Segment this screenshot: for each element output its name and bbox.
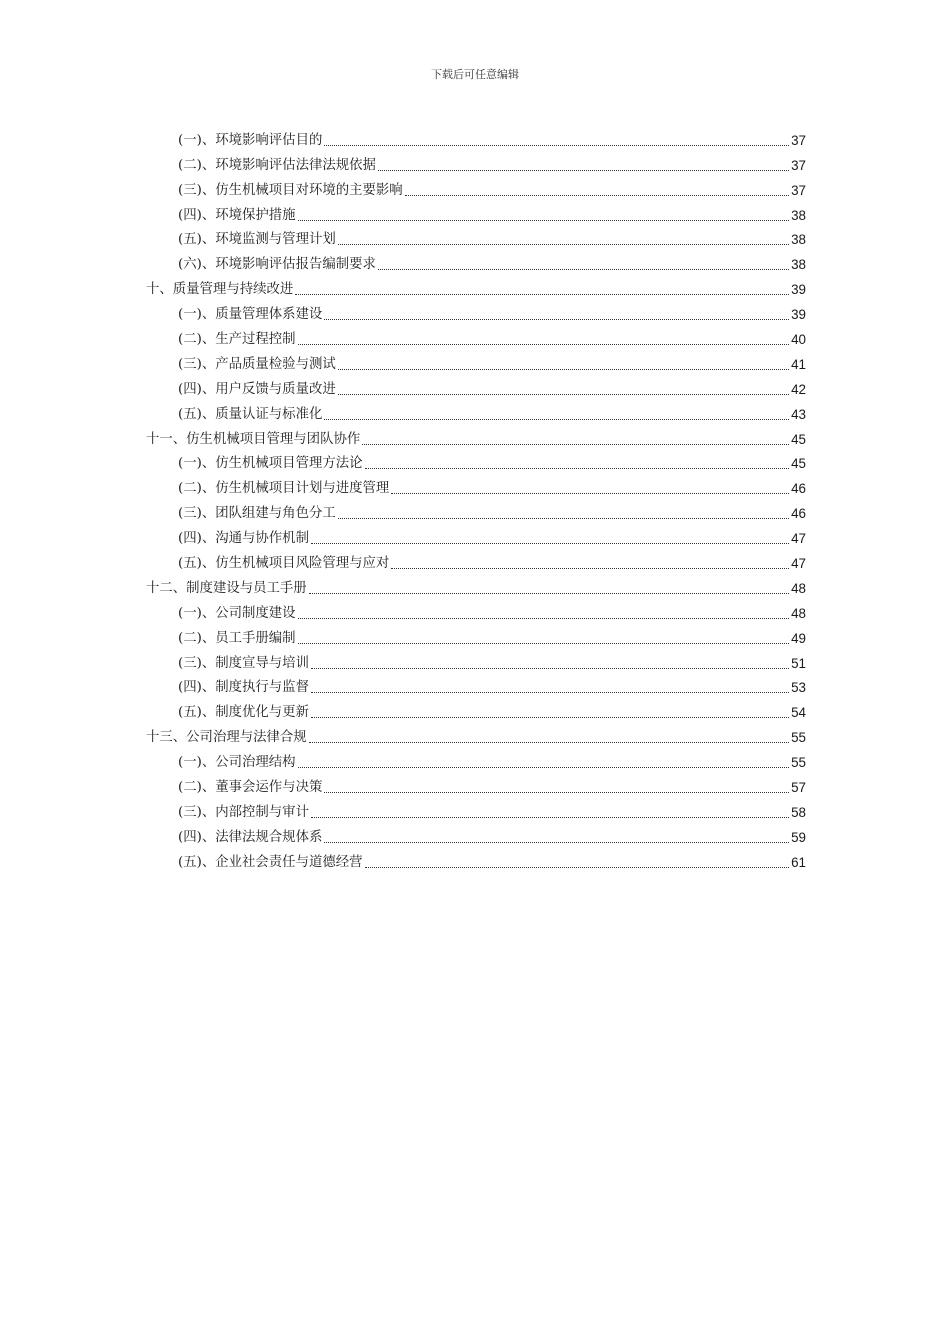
toc-dot-leader — [309, 742, 789, 743]
toc-entry-label: (四)、法律法规合规体系 — [178, 829, 323, 845]
toc-dot-leader — [298, 643, 790, 644]
toc-section-entry[interactable] — [146, 175, 806, 200]
toc-dot-leader — [338, 394, 789, 395]
toc-entry-label: (一)、质量管理体系建设 — [178, 307, 323, 323]
toc-dot-leader — [378, 170, 789, 171]
toc-entry-label: 十二、制度建设与员工手册 — [146, 580, 307, 596]
toc-section-entry[interactable] — [146, 822, 806, 847]
toc-section-entry[interactable] — [146, 225, 806, 250]
toc-dot-leader — [295, 294, 789, 295]
toc-entry-label: (三)、制度宣导与培训 — [178, 655, 309, 671]
table-of-contents — [146, 125, 806, 872]
toc-dot-leader — [338, 369, 789, 370]
toc-page-number: 46 — [791, 506, 806, 522]
toc-section-entry[interactable] — [146, 324, 806, 349]
toc-section-entry[interactable] — [146, 399, 806, 424]
toc-page-number: 54 — [791, 705, 806, 721]
toc-dot-leader — [324, 319, 789, 320]
toc-entry-label: (二)、员工手册编制 — [178, 630, 296, 646]
toc-page-number: 39 — [791, 282, 806, 298]
toc-chapter-entry[interactable] — [146, 424, 806, 449]
toc-entry-label: (五)、质量认证与标准化 — [178, 406, 323, 422]
toc-entry-label: 十、质量管理与持续改进 — [146, 282, 294, 298]
toc-dot-leader — [298, 618, 790, 619]
toc-entry-label: 十一、仿生机械项目管理与团队协作 — [146, 431, 361, 447]
toc-page-number: 51 — [791, 655, 806, 671]
toc-entry-label: (三)、仿生机械项目对环境的主要影响 — [178, 182, 403, 198]
toc-dot-leader — [324, 792, 789, 793]
toc-dot-leader — [311, 543, 789, 544]
toc-dot-leader — [405, 195, 789, 196]
toc-dot-leader — [298, 220, 790, 221]
toc-dot-leader — [311, 668, 789, 669]
toc-section-entry[interactable] — [146, 523, 806, 548]
toc-page-number: 58 — [791, 804, 806, 820]
toc-dot-leader — [324, 419, 789, 420]
toc-page-number: 47 — [791, 531, 806, 547]
toc-page-number: 48 — [791, 580, 806, 596]
toc-page-number: 45 — [791, 431, 806, 447]
toc-page-number: 47 — [791, 556, 806, 572]
toc-dot-leader — [311, 717, 789, 718]
toc-section-entry[interactable] — [146, 349, 806, 374]
toc-dot-leader — [391, 493, 789, 494]
toc-section-entry[interactable] — [146, 623, 806, 648]
toc-section-entry[interactable] — [146, 598, 806, 623]
toc-page-number: 37 — [791, 132, 806, 148]
toc-page-number: 48 — [791, 605, 806, 621]
toc-page-number: 38 — [791, 257, 806, 273]
toc-section-entry[interactable] — [146, 200, 806, 225]
toc-entry-label: (二)、生产过程控制 — [178, 332, 296, 348]
toc-entry-label: (一)、公司制度建设 — [178, 605, 296, 621]
toc-dot-leader — [309, 593, 789, 594]
toc-page-number: 57 — [791, 780, 806, 796]
toc-dot-leader — [362, 444, 789, 445]
toc-section-entry[interactable] — [146, 299, 806, 324]
toc-entry-label: (六)、环境影响评估报告编制要求 — [178, 257, 376, 273]
toc-entry-label: (四)、沟通与协作机制 — [178, 531, 309, 547]
toc-entry-label: (一)、公司治理结构 — [178, 755, 296, 771]
toc-section-entry[interactable] — [146, 449, 806, 474]
toc-page-number: 53 — [791, 680, 806, 696]
toc-entry-label: (四)、环境保护措施 — [178, 207, 296, 223]
toc-entry-label: (五)、企业社会责任与道德经营 — [178, 854, 363, 870]
toc-chapter-entry[interactable] — [146, 274, 806, 299]
toc-section-entry[interactable] — [146, 249, 806, 274]
toc-entry-label: (三)、产品质量检验与测试 — [178, 356, 336, 372]
toc-entry-label: (二)、仿生机械项目计划与进度管理 — [178, 481, 390, 497]
toc-section-entry[interactable] — [146, 473, 806, 498]
toc-section-entry[interactable] — [146, 747, 806, 772]
toc-entry-label: (三)、团队组建与角色分工 — [178, 506, 336, 522]
toc-section-entry[interactable] — [146, 548, 806, 573]
toc-entry-label: (四)、制度执行与监督 — [178, 680, 309, 696]
toc-entry-label: (五)、制度优化与更新 — [178, 705, 309, 721]
toc-page-number: 59 — [791, 829, 806, 845]
toc-chapter-entry[interactable] — [146, 573, 806, 598]
toc-entry-label: (一)、仿生机械项目管理方法论 — [178, 456, 363, 472]
toc-entry-label: (五)、仿生机械项目风险管理与应对 — [178, 556, 390, 572]
toc-entry-label: (五)、环境监测与管理计划 — [178, 232, 336, 248]
toc-dot-leader — [338, 244, 789, 245]
toc-entry-label: 十三、公司治理与法律合规 — [146, 730, 307, 746]
toc-dot-leader — [338, 518, 789, 519]
toc-section-entry[interactable] — [146, 847, 806, 872]
toc-page-number: 38 — [791, 232, 806, 248]
toc-page-number: 49 — [791, 630, 806, 646]
toc-dot-leader — [324, 842, 789, 843]
toc-section-entry[interactable] — [146, 125, 806, 150]
toc-dot-leader — [311, 692, 789, 693]
toc-page-number: 41 — [791, 356, 806, 372]
toc-entry-label: (二)、董事会运作与决策 — [178, 780, 323, 796]
toc-entry-label: (三)、内部控制与审计 — [178, 804, 309, 820]
toc-dot-leader — [391, 568, 789, 569]
toc-entry-label: (一)、环境影响评估目的 — [178, 132, 323, 148]
toc-section-entry[interactable] — [146, 797, 806, 822]
toc-page-number: 40 — [791, 332, 806, 348]
toc-dot-leader — [298, 344, 790, 345]
toc-page-number: 55 — [791, 755, 806, 771]
toc-dot-leader — [298, 767, 790, 768]
toc-page-number: 61 — [791, 854, 806, 870]
toc-page-number: 45 — [791, 456, 806, 472]
toc-entry-label: (四)、用户反馈与质量改进 — [178, 381, 336, 397]
toc-page-number: 39 — [791, 307, 806, 323]
toc-page-number: 42 — [791, 381, 806, 397]
toc-page-number: 37 — [791, 182, 806, 198]
toc-dot-leader — [365, 468, 790, 469]
toc-chapter-entry[interactable] — [146, 722, 806, 747]
toc-page-number: 37 — [791, 157, 806, 173]
toc-section-entry[interactable] — [146, 374, 806, 399]
toc-dot-leader — [324, 145, 789, 146]
toc-page-number: 55 — [791, 730, 806, 746]
toc-section-entry[interactable] — [146, 673, 806, 698]
toc-dot-leader — [378, 269, 789, 270]
toc-page-number: 38 — [791, 207, 806, 223]
toc-entry-label: (二)、环境影响评估法律法规依据 — [178, 157, 376, 173]
header-note: 下载后可任意编辑 — [431, 68, 519, 81]
toc-section-entry[interactable] — [146, 498, 806, 523]
toc-section-entry[interactable] — [146, 772, 806, 797]
toc-section-entry[interactable] — [146, 697, 806, 722]
toc-page-number: 43 — [791, 406, 806, 422]
toc-page-number: 46 — [791, 481, 806, 497]
toc-dot-leader — [311, 817, 789, 818]
toc-section-entry[interactable] — [146, 648, 806, 673]
toc-dot-leader — [365, 867, 790, 868]
toc-section-entry[interactable] — [146, 150, 806, 175]
